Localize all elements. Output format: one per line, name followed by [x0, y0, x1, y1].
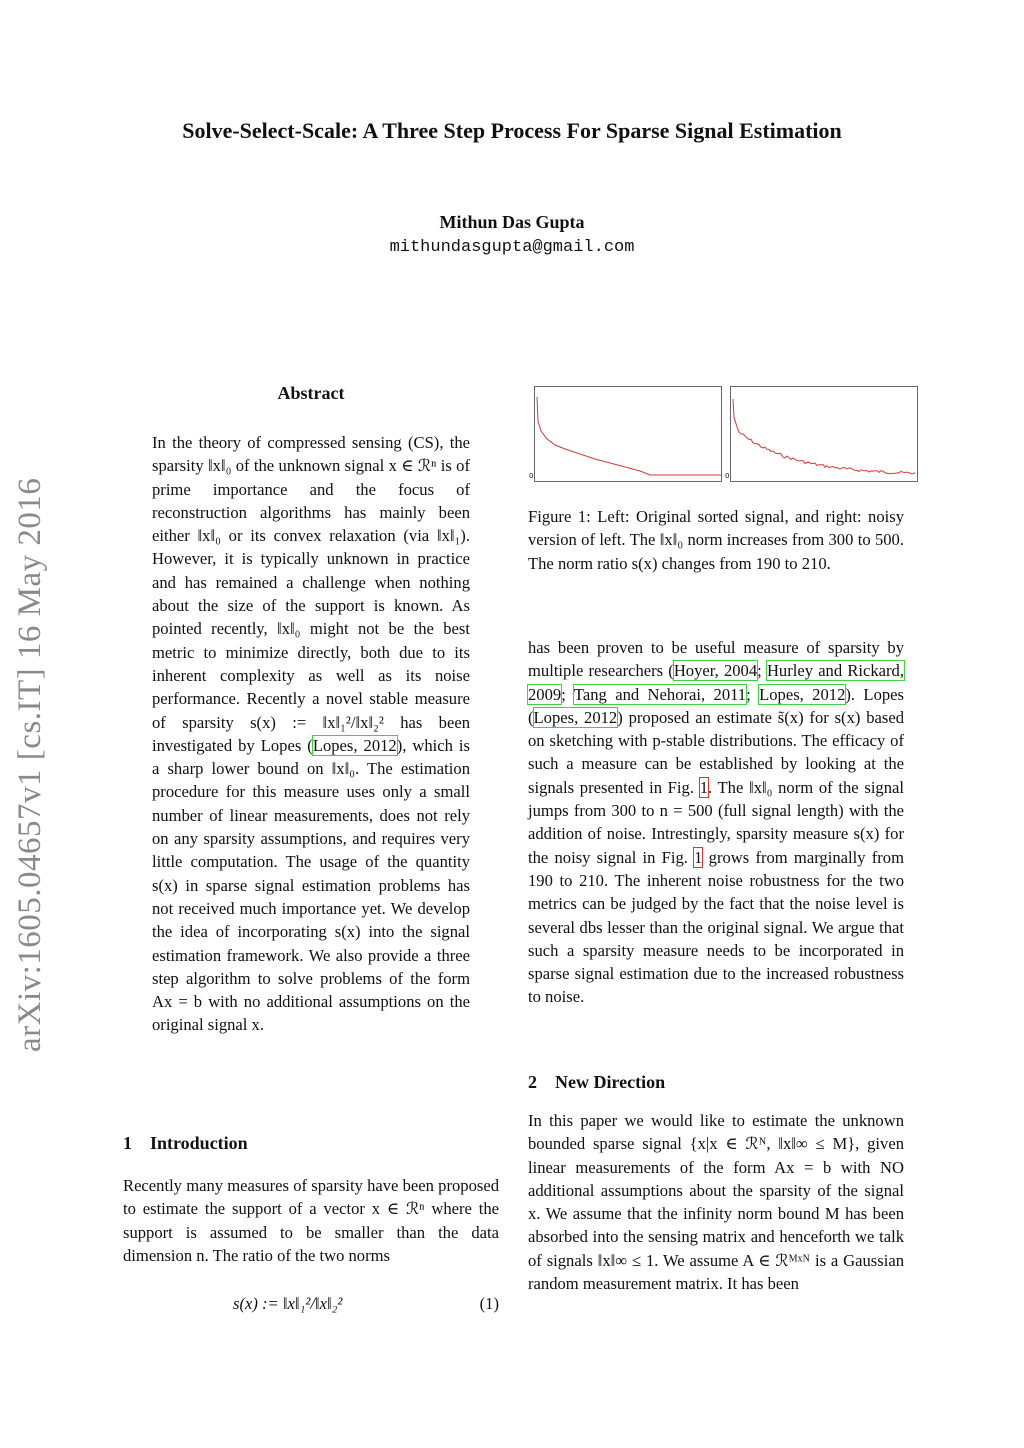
text-run: ). Lopes ( [528, 684, 904, 727]
section-heading-new-direction [528, 1072, 665, 1093]
new-direction-text: In this paper we would like to estimate the unknown bounded sparse signal {x|x ∈ ℛᴺ, ‖x‖∞ ≤ M}, given linear measurements of the form Ax = b with NO additional assumptions about the sparsity of the signal x. We assume that the infinity norm bound M has been absorbed into the sensing matrix and henceforth we talk of signals ‖x‖∞ ≤ 1. We assume A ∈ ℛᴹˣᴺ is a Gaussian random measurement matrix. It has been [528, 1111, 904, 1294]
citation-link[interactable]: Lopes, 2012 [312, 735, 397, 755]
text-run: grows from marginally from 190 to 210. The inherent noise robustness for the two metrics can be judged by the fact that the noise level is several dbs lesser than the original signal. We argue that such a sparsity measure needs to be incorporated in sparse signal estimation due to the increased robustness to noise. [528, 847, 904, 1007]
figure-left-svg [535, 387, 721, 481]
separator: ; [746, 684, 760, 704]
column2-paragraph [528, 636, 904, 1009]
section-number: 2 [528, 1072, 537, 1092]
arxiv-stamp: arXiv:1605.04657v1 [cs.IT] 16 May 2016 [12, 477, 48, 1052]
noisy-signal-line [733, 399, 915, 474]
citation-link[interactable]: Hoyer, 2004 [673, 661, 758, 681]
separator: ; [757, 661, 767, 681]
section-number: 1 [123, 1133, 132, 1153]
figure-right-svg [731, 387, 917, 481]
introduction-text: Recently many measures of sparsity have been proposed to estimate the support of a vector x ∈ ℛⁿ where the support is assumed to be smaller than the data dimension n. The ratio of the two norms [123, 1176, 499, 1265]
text-run: has been proven to be useful measure of sparsity by multiple researchers ( [528, 638, 904, 681]
section-title: New Direction [555, 1072, 666, 1092]
equation-number: (1) [479, 1294, 499, 1313]
paper-title: Solve-Select-Scale: A Three Step Process For Sparse Signal Estimation [182, 118, 842, 143]
author-name: Mithun Das Gupta [439, 212, 585, 232]
abstract-heading: Abstract [277, 383, 345, 403]
figure-reference-link[interactable]: 1 [699, 777, 708, 797]
axis-tick-zero: 0 [725, 472, 730, 480]
sorted-signal-line [537, 397, 721, 475]
citation-link[interactable]: Tang and Nehorai, 2011 [573, 684, 747, 704]
figure-caption: Figure 1: Left: Original sorted signal, and right: noisy version of left. The ‖x‖₀ norm increases from 300 to 500. The norm ratio s(x) changes from 190 to 210. [528, 507, 904, 573]
citation-link[interactable]: Lopes, 2012 [533, 707, 618, 727]
separator: ; [561, 684, 574, 704]
section-title: Introduction [150, 1133, 248, 1153]
figure-right-plot [725, 386, 918, 482]
figure-left-plot [529, 386, 722, 482]
citation-link[interactable]: Hurley and Rickard, 2009 [528, 661, 905, 704]
abstract-body [152, 431, 470, 1037]
equation-expression: s(x) := ‖x‖₁²/‖x‖₂² [233, 1294, 343, 1313]
figure-reference-link[interactable]: 1 [694, 847, 703, 867]
text-run: . The ‖x‖₀ norm of the signal jumps from 300 to n = 500 (full signal length) with the addition of noise. Intrestingly, sparsity measure s(x) for the noisy signal in Fig. [528, 777, 904, 867]
abstract-text-continued: ), which is a sharp lower bound on ‖x‖₀. The estimation procedure for this measure uses only a small number of linear measurements, does not rely on any sparsity assumptions, and requires very little computation. The usage of the quantity s(x) in sparse signal estimation problems has not received much importance yet. We develop the idea of incorporating s(x) into the signal estimation framework. We also provide a three step algorithm to solve problems of the form Ax = b with no additional assumptions on the original signal x. [152, 735, 470, 1035]
abstract-text: In the theory of compressed sensing (CS), the sparsity ‖x‖₀ of the unknown signal x ∈ ℛⁿ is of prime importance and the focus of reconstruction algorithms has mainly been either ‖x‖₀ or its convex relaxation (via ‖x‖₁). However, it is typically unknown in practice and has remained a challenge when nothing about the size of the support is known. As pointed recently, ‖x‖₀ might not be the best metric to minimize directly, both due to its inherent complexity as well as its noise performance. Recently a novel stable measure of sparsity s(x) := ‖x‖₁²/‖x‖₂² has been investigated by Lopes ( [152, 433, 470, 755]
axis-tick-zero: 0 [529, 472, 534, 480]
author-email: mithundasgupta@gmail.com [389, 238, 635, 257]
section-heading-introduction [123, 1133, 248, 1154]
text-run: ) proposed an estimate s̃(x) for s(x) based on sketching with p-stable distributions. The efficacy of such a measure can be established by looking at the signals presented in Fig. [528, 707, 904, 797]
citation-link[interactable]: Lopes, 2012 [759, 684, 846, 704]
